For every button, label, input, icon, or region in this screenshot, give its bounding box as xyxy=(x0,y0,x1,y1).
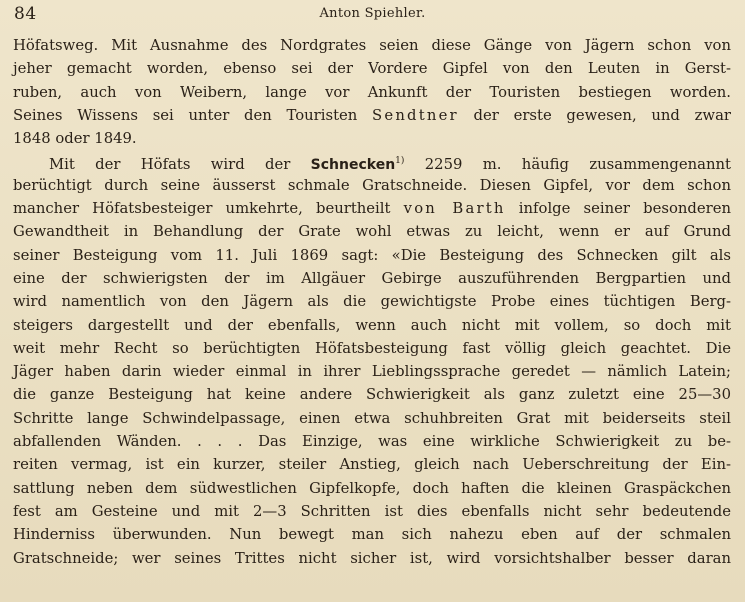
page-number: 84 xyxy=(14,4,37,24)
text-line: Gewandtheit in Behandlung der Grate wohl etwas zu leicht, wenn er auf Grund xyxy=(13,223,731,241)
text-line: jeher gemacht worden, ebenso sei der Vordere Gipfel von den Leuten in Gerst- xyxy=(13,60,731,78)
text-line: ruben, auch von Weibern, lange vor Ankunft der Touristen bestiegen worden. xyxy=(13,83,731,101)
text-line: fest am Gesteine und mit 2—3 Schritten ist dies ebenfalls nicht sehr bedeutende xyxy=(13,502,731,520)
body-text xyxy=(13,34,731,570)
text-line: abfallenden Wänden. . . . Das Einzige, was eine wirkliche Schwierigkeit zu be- xyxy=(13,433,731,451)
text-line xyxy=(13,197,731,220)
text-line: Gratschneide; wer seines Trittes nicht sicher ist, wird vorsichtshalber besser daran xyxy=(13,549,731,567)
text-line: Schritte lange Schwindelpassage, einen etwa schuhbreiten Grat mit beiderseits steil xyxy=(13,409,731,427)
text-line: berüchtigt durch seine äusserst schmale Gratschneide. Diesen Gipfel, vor dem schon xyxy=(13,176,731,194)
text-line: eine der schwierigsten der im Allgäuer Gebirge auszuführenden Bergpartien und xyxy=(13,269,731,287)
spaced-name: von Barth xyxy=(403,200,506,218)
text-line: Höfatsweg. Mit Ausnahme des Nordgrates seien diese Gänge von Jägern schon von xyxy=(13,37,731,54)
text-line: wird namentlich von den Jägern als die gewichtigste Probe eines tüchtigen Berg- xyxy=(13,293,731,311)
text-line: seiner Besteigung vom 11. Juli 1869 sagt: «Die Besteigung des Schnecken gilt als xyxy=(13,246,731,264)
text-segment: der erste gewesen, und zwar xyxy=(458,106,731,124)
text-line: 1848 oder 1849. xyxy=(13,130,137,148)
spaced-name: Sendtner xyxy=(372,106,459,124)
text-line: die ganze Besteigung hat keine andere Schwierigkeit als ganz zuletzt eine 25—30 xyxy=(13,386,731,404)
bold-term: Schnecken xyxy=(310,157,396,174)
page-header xyxy=(14,4,731,26)
text-line xyxy=(13,150,731,173)
text-segment: Mit der Höfats wird der xyxy=(49,156,311,174)
text-line: steigers dargestellt und der ebenfalls, wenn auch nicht mit vollem, so doch mit xyxy=(13,316,731,334)
text-line: sattlung neben dem südwestlichen Gipfelkopfe, doch haften die kleinen Graspäckchen xyxy=(13,479,731,497)
text-segment: 2259 m. häufig zusammengenannt xyxy=(404,156,732,174)
text-line: reiten vermag, ist ein kurzer, steiler Anstieg, gleich nach Ueberschreitung der Ein- xyxy=(13,456,731,474)
text-line: weit mehr Recht so berüchtigten Höfatsbesteigung fast völlig gleich geachtet. Die xyxy=(13,339,731,357)
footnote-marker: 1) xyxy=(395,156,405,167)
text-line: Hinderniss überwunden. Nun bewegt man sich nahezu eben auf der schmalen xyxy=(13,526,731,544)
text-line: Jäger haben darin wieder einmal in ihrer Lieblingssprache geredet — nämlich Latein; xyxy=(13,363,731,381)
text-line xyxy=(13,104,731,127)
text-segment: Seines Wissens sei unter den Touristen xyxy=(13,106,373,124)
text-segment: infolge seiner besonderen xyxy=(505,200,732,218)
text-segment: mancher Höfatsbesteiger umkehrte, beurtheilt xyxy=(13,200,404,218)
running-head: Anton Spiehler. xyxy=(319,6,426,21)
